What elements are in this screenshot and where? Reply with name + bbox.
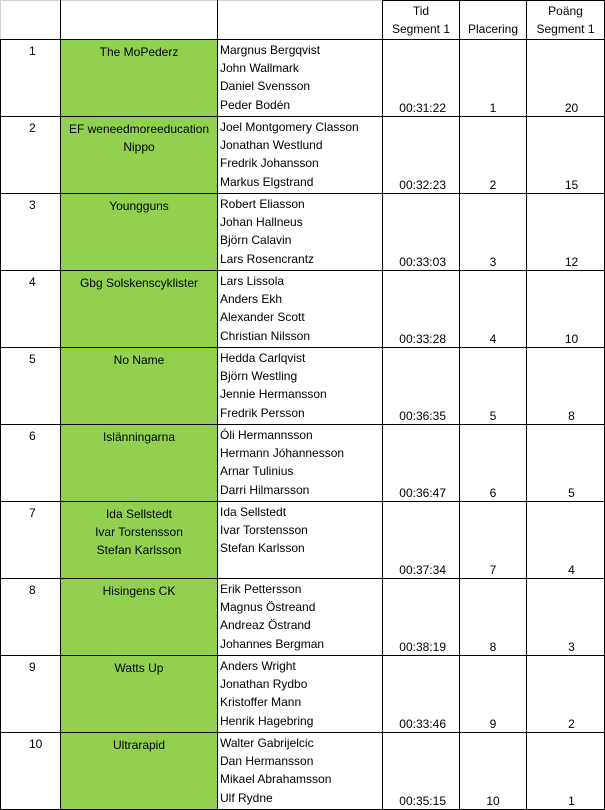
rank-cell: 3 <box>1 194 61 271</box>
segment-time-cell: 00:33:28 <box>383 271 460 348</box>
header-row <box>1 1 605 40</box>
members-cell <box>218 40 383 117</box>
team-row <box>1 656 605 733</box>
header-points-line-2: Segment 1 <box>536 22 595 36</box>
members-cell <box>218 579 383 656</box>
points-cell: 20 <box>527 40 605 117</box>
member-name: Fredrik Johansson <box>220 156 319 171</box>
team-name-line: EF weneedmoreeducation <box>68 122 210 136</box>
member-name: Andreaz Östrand <box>220 618 311 633</box>
points-cell: 2 <box>527 656 605 733</box>
member-name: Lars Rosencrantz <box>220 251 315 266</box>
team-name-cell <box>61 502 218 579</box>
points-cell: 1 <box>527 733 605 810</box>
points-cell: 4 <box>527 502 605 579</box>
team-name-line: Hisingens CK <box>102 584 176 598</box>
team-row <box>1 348 605 425</box>
placement-cell: 1 <box>460 40 527 117</box>
header-time-line-1: Tid <box>412 4 430 18</box>
team-name-cell <box>61 733 218 810</box>
header-placement-cell: Placering <box>460 1 527 40</box>
header-time-cell <box>383 1 460 40</box>
member-name: Margnus Bergqvist <box>220 43 321 57</box>
member-name: Robert Eliasson <box>220 197 305 211</box>
team-name-line: No Name <box>113 353 165 367</box>
member-name: Johannes Bergman <box>220 636 325 651</box>
members-cell <box>218 656 383 733</box>
member-name: Joel Montgomery Classon <box>220 120 359 134</box>
team-name-line: Gbg Solskenscyklister <box>79 276 199 290</box>
points-cell: 15 <box>527 117 605 194</box>
segment-time-cell: 00:33:03 <box>383 194 460 271</box>
team-name-line: Youngguns <box>109 199 169 213</box>
member-name: Ida Sellstedt <box>220 505 287 519</box>
segment-time-cell: 00:38:19 <box>383 579 460 656</box>
header-points-line-1: Poäng <box>548 4 583 18</box>
team-name-cell <box>61 425 218 502</box>
member-name: Arnar Tulinius <box>220 464 294 479</box>
team-name-cell <box>61 656 218 733</box>
placement-cell: 8 <box>460 579 527 656</box>
members-cell <box>218 425 383 502</box>
members-cell <box>218 117 383 194</box>
team-row <box>1 579 605 656</box>
member-name: Stefan Karlsson <box>220 541 305 556</box>
team-name-line: Islänningarna <box>102 430 176 444</box>
points-cell: 5 <box>527 425 605 502</box>
rank-cell: 10 <box>1 733 61 810</box>
member-name: Mikael Abrahamsson <box>220 772 332 787</box>
segment-time-cell: 00:32:23 <box>383 117 460 194</box>
member-name: Markus Elgstrand <box>220 174 314 189</box>
team-name-line: Ultrarapid <box>112 738 166 752</box>
member-name: Magnus Östreand <box>220 600 316 615</box>
team-row <box>1 194 605 271</box>
rank-cell: 5 <box>1 348 61 425</box>
team-name-line: Nippo <box>123 140 155 155</box>
team-name-cell <box>61 117 218 194</box>
member-name: Hermann Jóhannesson <box>220 446 345 461</box>
member-name: Lars Lissola <box>220 274 285 288</box>
member-name: Anders Wright <box>220 659 296 673</box>
placement-cell: 5 <box>460 348 527 425</box>
member-name: Björn Calavin <box>220 233 292 248</box>
member-name: Óli Hermannsson <box>220 428 313 442</box>
member-name: Ivar Torstensson <box>220 523 308 538</box>
team-name-line: Ivar Torstensson <box>95 525 183 540</box>
team-name-line: Ida Sellstedt <box>105 507 173 521</box>
member-name: John Wallmark <box>220 61 299 76</box>
member-name: Jonathan Westlund <box>220 138 323 153</box>
header-rank-cell <box>1 1 61 40</box>
segment-time-cell: 00:33:46 <box>383 656 460 733</box>
members-cell <box>218 733 383 810</box>
rank-cell: 2 <box>1 117 61 194</box>
member-name: Fredrik Persson <box>220 405 305 420</box>
member-name: Jennie Hermansson <box>220 387 327 402</box>
segment-time-cell: 00:36:35 <box>383 348 460 425</box>
points-cell: 10 <box>527 271 605 348</box>
member-name: Björn Westling <box>220 369 298 384</box>
segment-time-cell: 00:31:22 <box>383 40 460 117</box>
team-name-cell <box>61 348 218 425</box>
placement-cell: 9 <box>460 656 527 733</box>
placement-cell: 7 <box>460 502 527 579</box>
rank-cell: 8 <box>1 579 61 656</box>
placement-cell: 3 <box>460 194 527 271</box>
member-name: Jonathan Rydbo <box>220 677 308 692</box>
header-points-cell <box>527 1 605 40</box>
header-time-line-2: Segment 1 <box>391 22 451 36</box>
rank-cell: 9 <box>1 656 61 733</box>
points-cell: 8 <box>527 348 605 425</box>
team-name-cell <box>61 194 218 271</box>
member-name: Darri Hilmarsson <box>220 482 310 497</box>
placement-cell: 6 <box>460 425 527 502</box>
team-row <box>1 117 605 194</box>
member-name: Ulf Rydne <box>220 790 273 805</box>
member-name: Erik Pettersson <box>220 582 302 596</box>
placement-cell: 2 <box>460 117 527 194</box>
points-cell: 12 <box>527 194 605 271</box>
member-name: Anders Ekh <box>220 292 283 307</box>
member-name: Walter Gabrijelcic <box>220 736 314 750</box>
placement-cell: 4 <box>460 271 527 348</box>
header-team-cell <box>61 1 218 40</box>
member-name: Peder Bodén <box>220 97 291 112</box>
team-name-cell <box>61 271 218 348</box>
team-name-line: Stefan Karlsson <box>96 543 182 558</box>
members-cell <box>218 502 383 579</box>
members-cell <box>218 194 383 271</box>
team-row <box>1 733 605 810</box>
members-cell <box>218 271 383 348</box>
team-name-line: Watts Up <box>114 661 164 675</box>
member-name: Kristoffer Mann <box>220 695 302 710</box>
placement-cell: 10 <box>460 733 527 810</box>
members-cell <box>218 348 383 425</box>
team-row <box>1 271 605 348</box>
member-name: Johan Hallneus <box>220 215 303 230</box>
rank-cell: 6 <box>1 425 61 502</box>
segment-time-cell: 00:36:47 <box>383 425 460 502</box>
segment-time-cell: 00:35:15 <box>383 733 460 810</box>
member-name: Dan Hermansson <box>220 754 314 769</box>
segment-time-cell: 00:37:34 <box>383 502 460 579</box>
member-name: Hedda Carlqvist <box>220 351 306 365</box>
rank-cell: 1 <box>1 40 61 117</box>
team-name-line: The MoPederz <box>99 45 179 59</box>
team-row <box>1 425 605 502</box>
header-members-cell <box>218 1 383 40</box>
member-name: Christian Nilsson <box>220 328 311 343</box>
rank-cell: 7 <box>1 502 61 579</box>
team-name-cell <box>61 579 218 656</box>
team-row <box>1 40 605 117</box>
points-cell: 3 <box>527 579 605 656</box>
member-name: Daniel Svensson <box>220 79 311 94</box>
team-row <box>1 502 605 579</box>
member-name: Henrik Hagebring <box>220 713 314 728</box>
team-name-cell <box>61 40 218 117</box>
rank-cell: 4 <box>1 271 61 348</box>
member-name: Alexander Scott <box>220 310 305 325</box>
